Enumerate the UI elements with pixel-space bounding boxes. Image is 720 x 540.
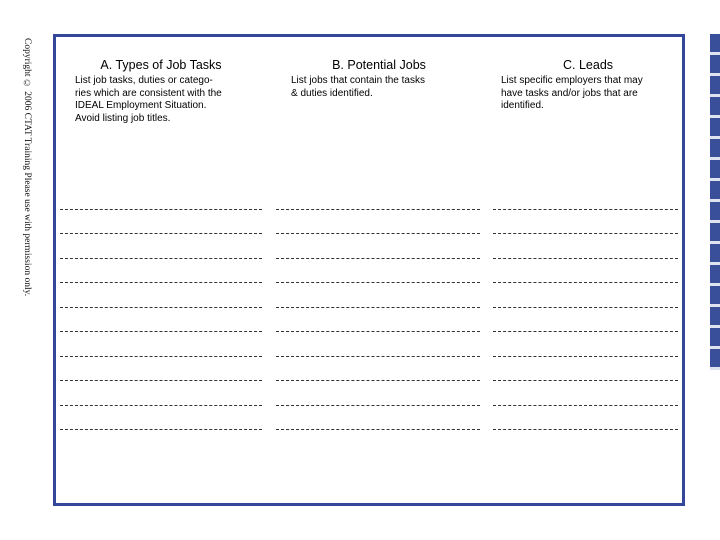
column-desc-potential-jobs: List jobs that contain the tasks & duties identified. bbox=[291, 75, 425, 99]
blank-answer-line[interactable] bbox=[274, 332, 484, 357]
column-leads bbox=[488, 57, 688, 113]
blank-answer-line[interactable] bbox=[56, 308, 266, 333]
blank-answer-line[interactable] bbox=[274, 259, 484, 284]
blank-answer-line[interactable] bbox=[56, 185, 266, 210]
blank-answer-line[interactable] bbox=[274, 357, 484, 382]
side-decoration-bar bbox=[710, 34, 720, 370]
blank-answer-line[interactable] bbox=[56, 259, 266, 284]
blank-answer-line[interactable] bbox=[274, 234, 484, 259]
blank-answer-line[interactable] bbox=[488, 406, 688, 431]
blank-answer-line[interactable] bbox=[488, 210, 688, 235]
column-potential-jobs bbox=[274, 57, 484, 100]
column-title-potential-jobs: B. Potential Jobs bbox=[332, 58, 426, 72]
blank-answer-line[interactable] bbox=[274, 283, 484, 308]
column-title-job-tasks: A. Types of Job Tasks bbox=[100, 58, 222, 72]
blank-answer-line[interactable] bbox=[488, 308, 688, 333]
copyright-notice: Copyright © 2006 CTAT Training Please use with permission only. bbox=[22, 38, 32, 297]
blank-answer-line[interactable] bbox=[56, 283, 266, 308]
column-title-leads: C. Leads bbox=[562, 58, 614, 72]
column-job-tasks bbox=[56, 57, 266, 125]
blank-answer-line[interactable] bbox=[56, 234, 266, 259]
blank-answer-line[interactable] bbox=[488, 357, 688, 382]
blank-answer-line[interactable] bbox=[56, 332, 266, 357]
answer-lines-potential-jobs bbox=[274, 185, 484, 430]
blank-answer-line[interactable] bbox=[56, 210, 266, 235]
column-desc-leads: List specific employers that may have tasks and/or jobs that are identified. bbox=[501, 75, 643, 111]
blank-answer-line[interactable] bbox=[56, 381, 266, 406]
blank-answer-line[interactable] bbox=[56, 357, 266, 382]
blank-answer-line[interactable] bbox=[274, 185, 484, 210]
answer-lines-leads bbox=[488, 185, 688, 430]
blank-answer-line[interactable] bbox=[274, 406, 484, 431]
blank-answer-line[interactable] bbox=[488, 332, 688, 357]
blank-answer-line[interactable] bbox=[274, 308, 484, 333]
blank-answer-line[interactable] bbox=[488, 185, 688, 210]
worksheet-frame bbox=[53, 34, 685, 506]
blank-answer-line[interactable] bbox=[274, 210, 484, 235]
blank-answer-line[interactable] bbox=[488, 381, 688, 406]
blank-answer-line[interactable] bbox=[274, 381, 484, 406]
blank-answer-line[interactable] bbox=[488, 283, 688, 308]
column-desc-job-tasks: List job tasks, duties or catego- ries which are consistent with the IDEAL Employment Situation. Avoid listing job titles. bbox=[75, 75, 222, 124]
blank-answer-line[interactable] bbox=[488, 234, 688, 259]
blank-answer-line[interactable] bbox=[488, 259, 688, 284]
blank-answer-line[interactable] bbox=[56, 406, 266, 431]
answer-lines-job-tasks bbox=[56, 185, 266, 430]
